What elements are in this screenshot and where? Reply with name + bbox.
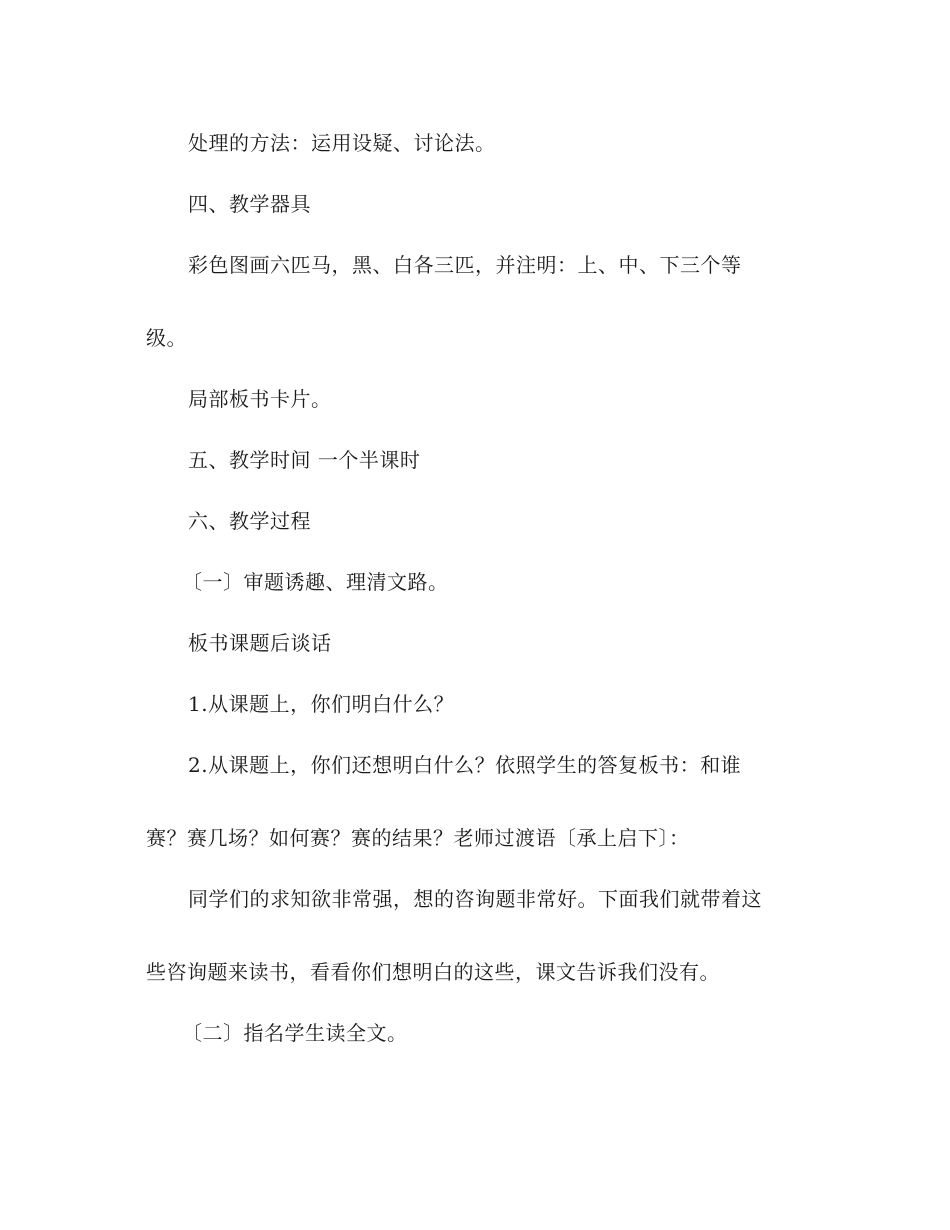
text-line: 赛？赛几场？如何赛？赛的结果？老师过渡语〔承上启下〕： (146, 826, 690, 850)
list-item: 2.从课题上，你们还想明白什么？依照学生的答复板书：和谁 (188, 753, 742, 777)
section-heading: 四、教学器具 (188, 192, 311, 216)
list-item: 1.从课题上，你们明白什么？ (188, 692, 455, 716)
subsection-heading: 〔二〕指名学生读全文。 (182, 1021, 408, 1045)
text-line: 局部板书卡片。 (188, 387, 332, 411)
section-heading: 六、教学过程 (188, 509, 311, 533)
text-line: 彩色图画六匹马，黑、白各三匹，并注明：上、中、下三个等 (188, 253, 742, 277)
subsection-heading: 〔一〕审题诱趣、理清文路。 (182, 570, 449, 594)
text-line: 些咨询题来读书，看看你们想明白的这些，课文告诉我们没有。 (146, 960, 720, 984)
section-heading: 五、教学时间 一个半课时 (188, 448, 421, 472)
text-line: 同学们的求知欲非常强，想的咨询题非常好。下面我们就带着这 (188, 887, 762, 911)
text-line: 板书课题后谈话 (188, 631, 332, 655)
text-line: 级。 (146, 326, 187, 350)
text-line: 处理的方法：运用设疑、讨论法。 (188, 131, 496, 155)
